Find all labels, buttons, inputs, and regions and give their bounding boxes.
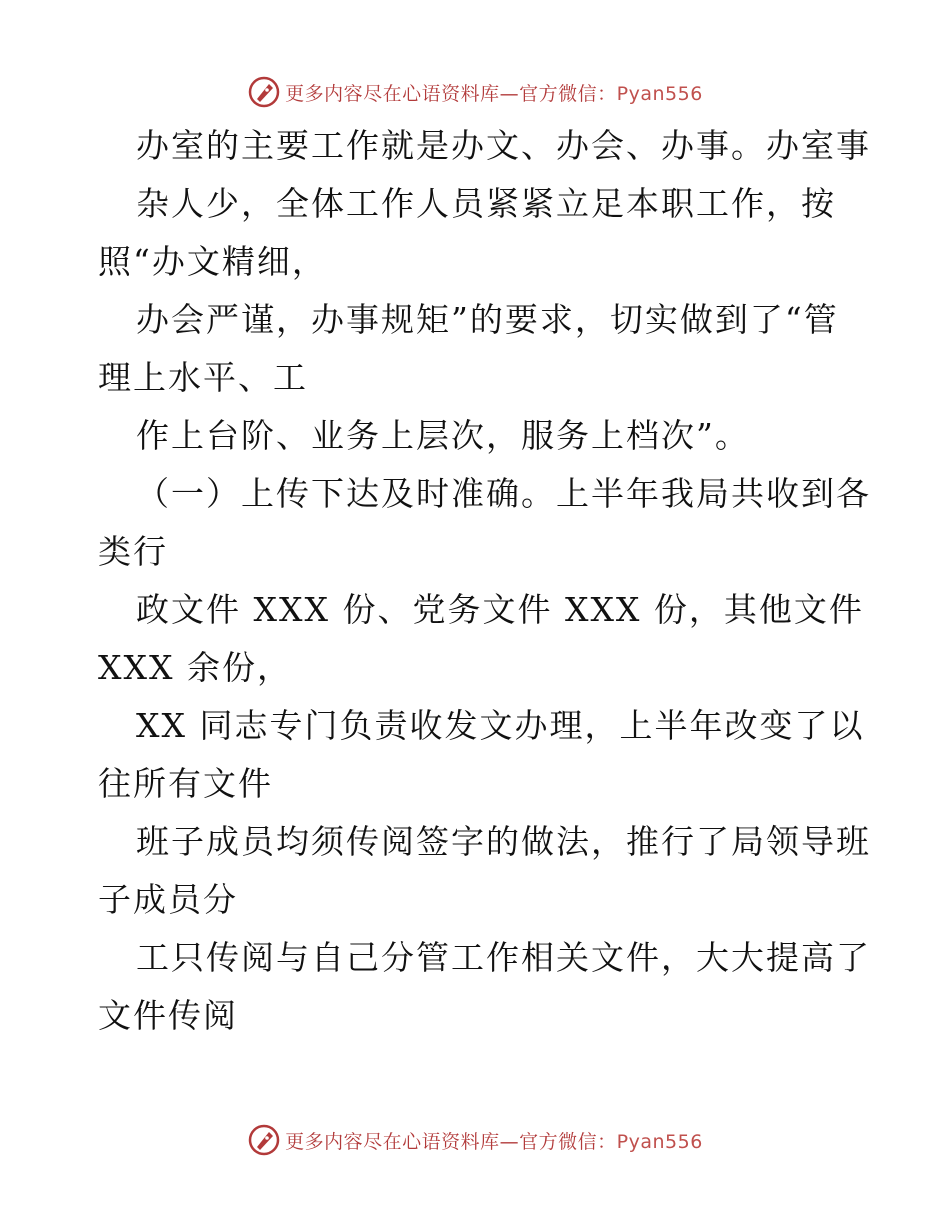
text-line: 理上水平、工 (98, 358, 308, 397)
document-body (98, 117, 871, 1045)
text-line: 作上台阶、业务上层次，服务上档次”。 (136, 416, 750, 455)
text-line: XX 同志专门负责收发文办理，上半年改变了以 (136, 706, 865, 745)
text-line: 照“办文精细， (98, 242, 327, 281)
text-line: 类行 (98, 532, 168, 571)
header-text (285, 79, 703, 106)
text-line: 办会严谨，办事规矩”的要求，切实做到了“管 (136, 300, 839, 339)
text-line: 办室的主要工作就是办文、办会、办事。办室事 (136, 126, 871, 165)
footer-watermark (0, 1120, 950, 1160)
header-label: 更多内容尽在心语资料库—官方微信： (285, 82, 617, 105)
text-line: 子成员分 (98, 880, 238, 919)
text-line: 杂人少，全体工作人员紧紧立足本职工作，按 (136, 184, 836, 223)
pen-nib-circle-icon (247, 75, 281, 109)
text-line: 文件传阅 (98, 996, 238, 1035)
text-line: 政文件 XXX 份、党务文件 XXX 份，其他文件 (136, 590, 864, 629)
pen-nib-circle-icon (247, 1123, 281, 1157)
text-line: （一）上传下达及时准确。上半年我局共收到各 (136, 474, 871, 513)
text-line: 班子成员均须传阅签字的做法，推行了局领导班 (136, 822, 871, 861)
text-line: 工只传阅与自己分管工作相关文件，大大提高了 (136, 938, 871, 977)
text-line: 往所有文件 (98, 764, 273, 803)
text-line: XXX 余份， (98, 648, 292, 687)
footer-wechat-id: Pyan556 (616, 1130, 703, 1153)
header-watermark (0, 72, 950, 112)
header-wechat-id: Pyan556 (616, 82, 703, 105)
footer-label: 更多内容尽在心语资料库—官方微信： (285, 1130, 617, 1153)
footer-text (285, 1127, 703, 1154)
